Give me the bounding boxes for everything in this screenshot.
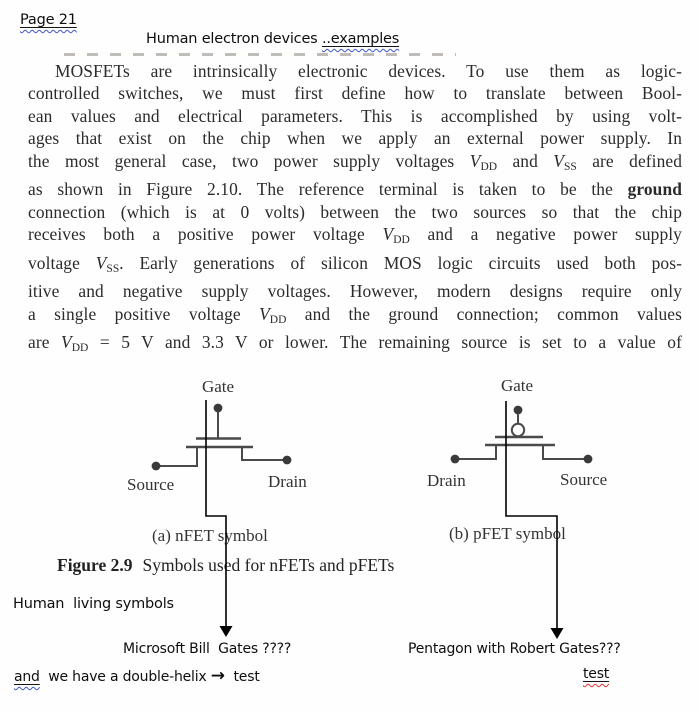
pfet-drain-label: Drain (427, 471, 466, 490)
nfet-symbol (152, 404, 292, 471)
annotation-left-note: Microsoft Bill Gates ???? (123, 641, 292, 657)
flagged-word-and: and (14, 669, 40, 685)
nfet-source-lead (158, 448, 197, 466)
page-number-label (20, 12, 77, 28)
flagged-word-test: test (583, 666, 610, 682)
book-paragraph-line: as shown in Figure 2.10. The reference terminal is taken to be the ground (28, 179, 682, 200)
page-label-text: Page 21 (20, 12, 77, 28)
pfet-drain-terminal-dot (451, 455, 460, 464)
book-paragraph-line: itive and negative supply voltages. However, modern designs require only (28, 281, 682, 302)
pfet-gate-label: Gate (500, 376, 534, 395)
pfet-symbol (451, 406, 593, 464)
nfet-drain-label: Drain (268, 472, 307, 491)
annotation-arrow-left (206, 400, 233, 637)
book-paragraph-line: the most general case, two power supply voltages VDD and VSS are defined (28, 150, 682, 173)
nfet-source-terminal-dot (152, 462, 161, 471)
nfet-caption: (a) nFET symbol (152, 526, 268, 545)
nfet-gate-label: Gate (201, 377, 235, 396)
nfet-source-label: Source (127, 475, 175, 494)
annotation-bottom-right (583, 666, 609, 682)
book-paragraph-line: are VDD = 5 V and 3.3 V or lower. The remaining source is set to a value of (28, 331, 682, 354)
book-paragraph-line: receives both a positive power voltage VDD and a negative power supply (28, 224, 682, 247)
book-paragraph-line: connection (which is at 0 volts) between the two sources so that the chip (28, 201, 682, 222)
pfet-source-terminal-dot (584, 455, 593, 464)
scan-artifact-line (64, 53, 456, 56)
book-paragraph-line: a single positive voltage VDD and the ground connection; common values (28, 303, 682, 326)
title-prefix: Human electron devices (146, 31, 322, 47)
pfet-source-lead (543, 446, 586, 459)
nfet-drain-lead (242, 448, 285, 460)
nfet-drain-terminal-dot (283, 456, 292, 465)
annotation-title (146, 31, 399, 47)
pfet-caption: (b) pFET symbol (449, 524, 566, 543)
annotation-bottom-left: and we have a double-helix → test (14, 666, 260, 686)
down-arrowhead-icon (220, 626, 233, 637)
pfet-source-label: Source (560, 470, 608, 489)
book-paragraph-line: ages that exist on the chip when we apply an external power supply. In (28, 128, 682, 149)
pfet-drain-lead (457, 446, 496, 459)
book-paragraph-line: voltage VSS. Early generations of silicon MOS logic circuits used both pos- (28, 252, 682, 275)
pfet-inversion-bubble (512, 424, 524, 436)
book-paragraph-line: MOSFETs are intrinsically electronic devices. To use them as logic- (55, 61, 682, 81)
figure-caption-text: Symbols used for nFETs and pFETs (142, 555, 395, 575)
figure-caption-number: Figure 2.9 (57, 555, 133, 575)
book-paragraph (28, 60, 682, 359)
title-flagged-word: ..examples (321, 31, 400, 47)
book-paragraph-line: ean values and electrical parameters. This is accomplished by using volt- (28, 105, 682, 126)
book-paragraph-line: controlled switches, we must first define how to translate between Bool- (28, 83, 682, 104)
annotation-right-note: Pentagon with Robert Gates??? (408, 641, 621, 657)
figure-drawing (0, 370, 699, 660)
annotation-living-symbols: Human living symbols (13, 596, 174, 612)
down-arrowhead-icon (551, 628, 564, 639)
right-arrow-icon: → (210, 666, 226, 686)
